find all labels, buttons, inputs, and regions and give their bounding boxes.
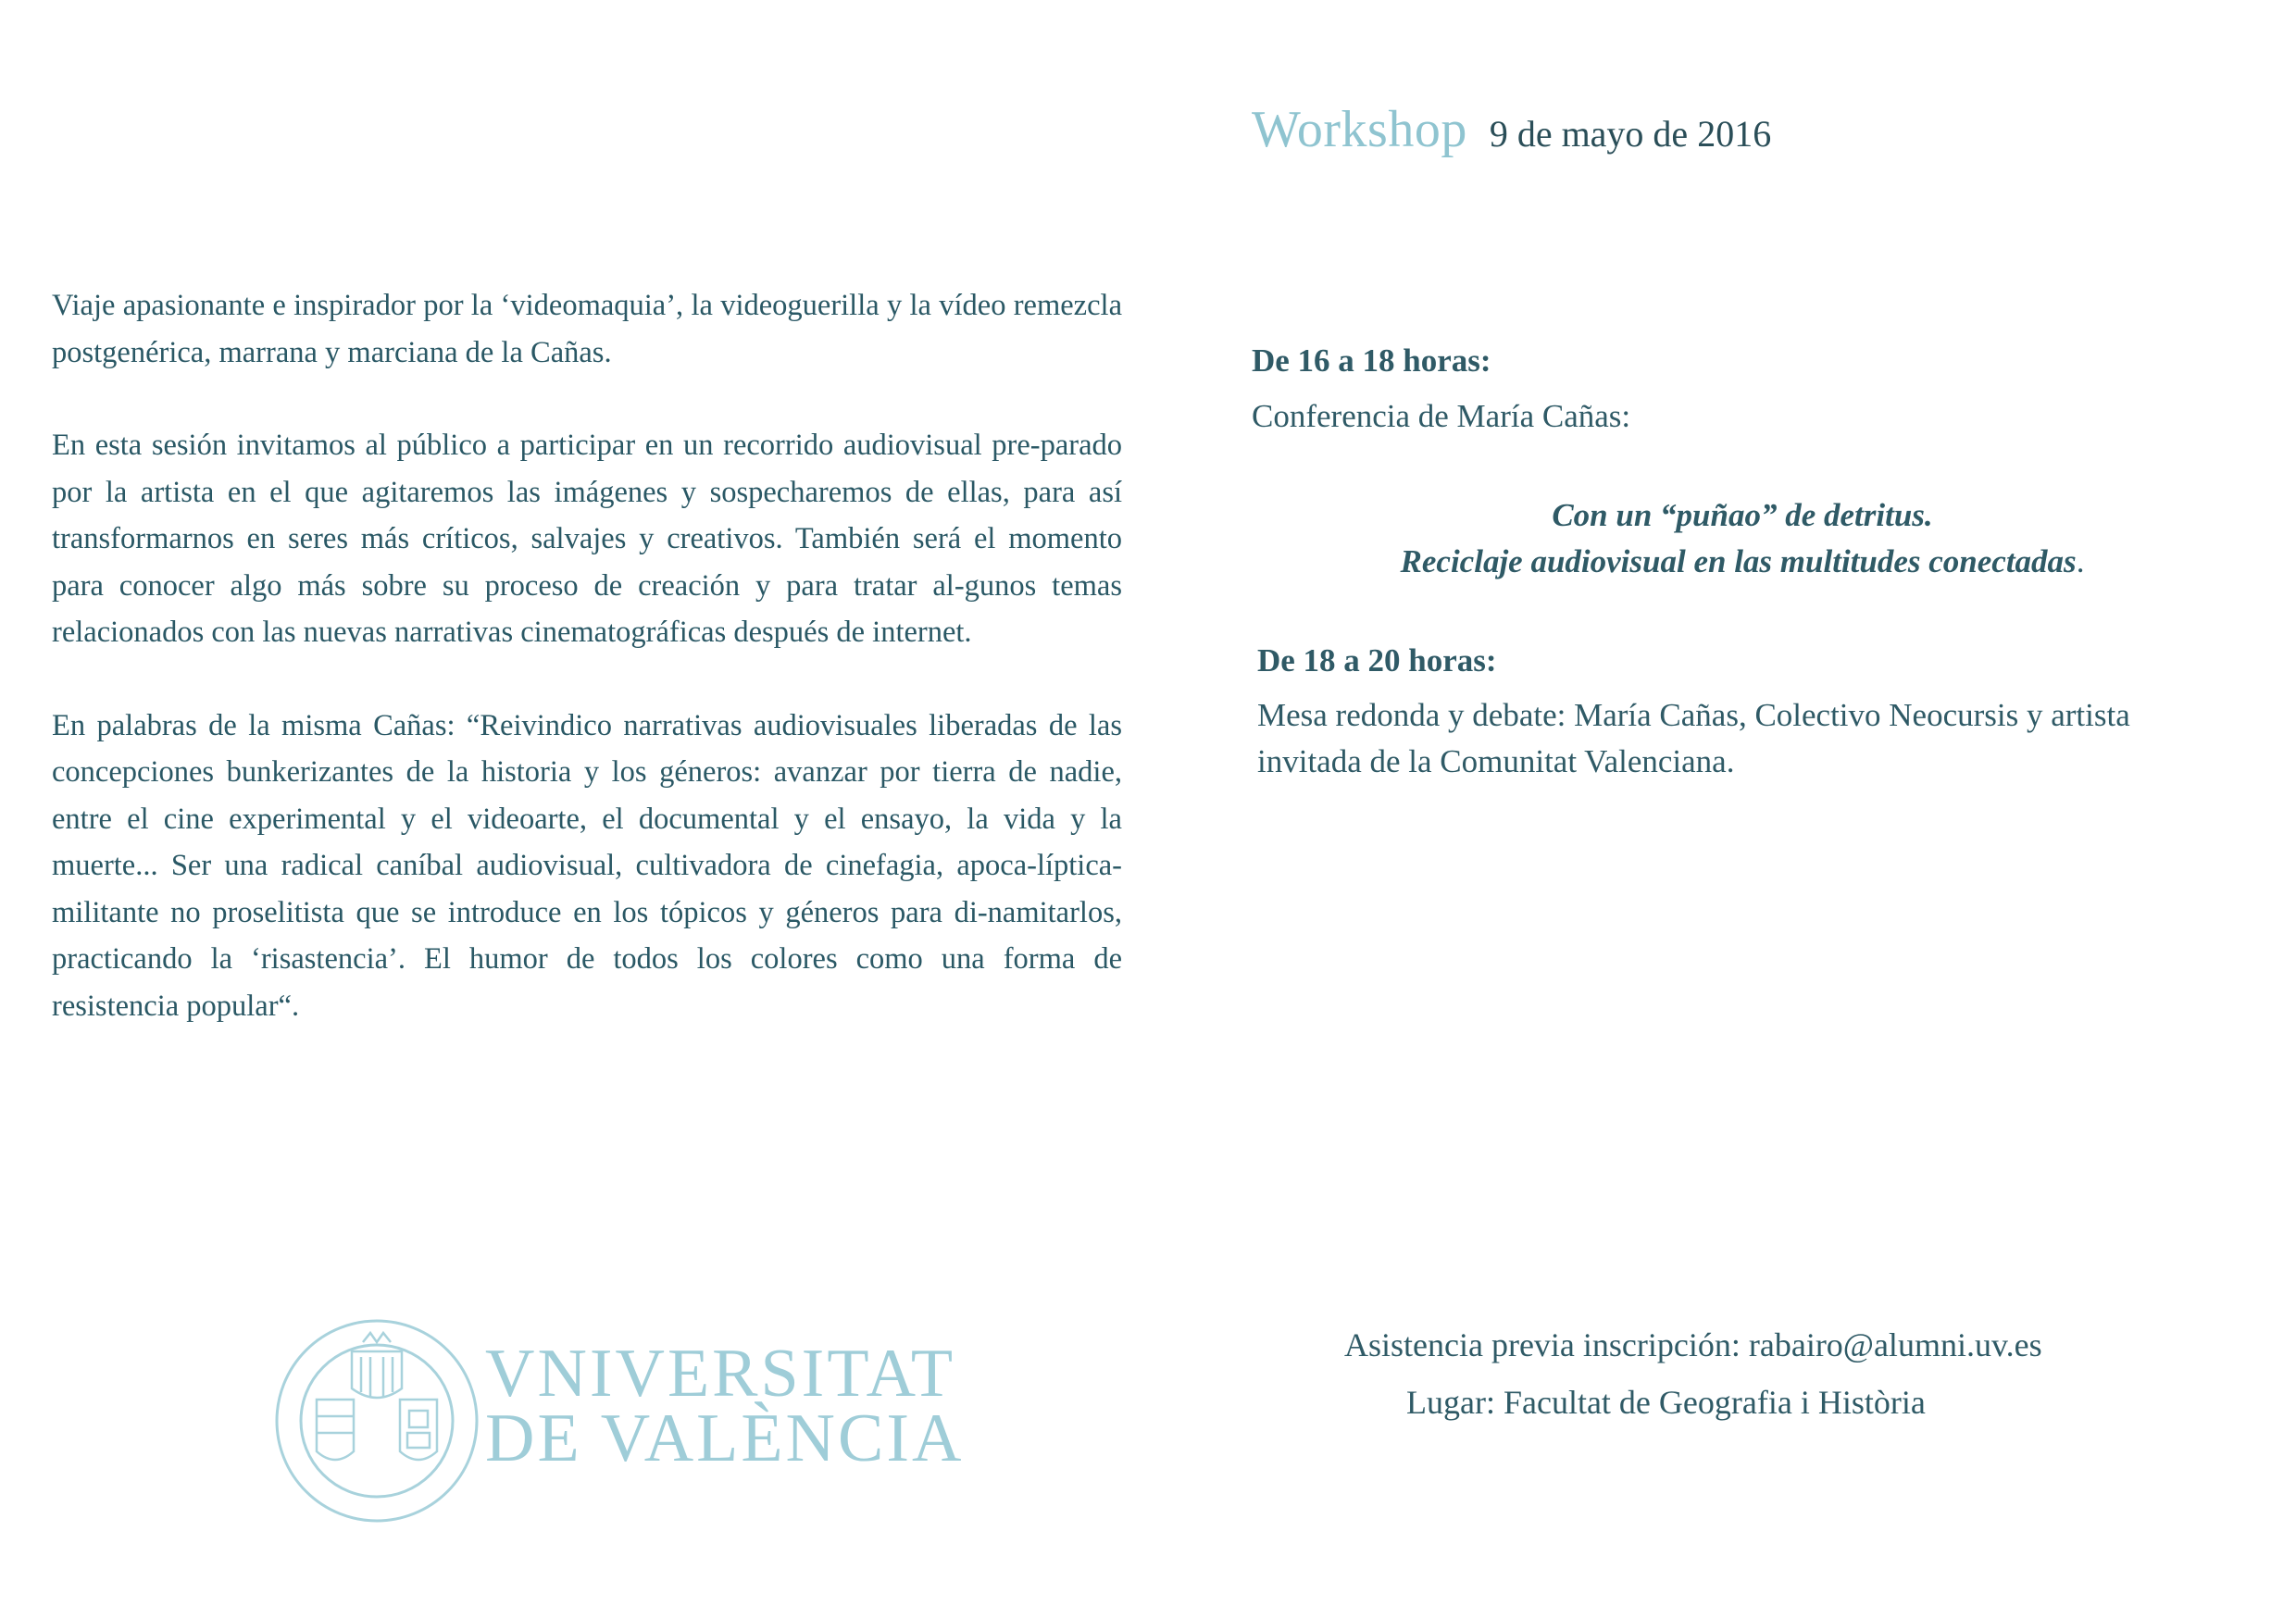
session-1-time: De 16 a 18 horas: bbox=[1252, 342, 1491, 379]
talk-title-line-1: Con un “puñao” de detritus. bbox=[1552, 497, 1933, 533]
session-2 bbox=[1257, 633, 2233, 785]
session-2-description: Mesa redonda y debate: María Cañas, Colectivo Neocursis y artista invitada de la Comunitat Valenciana. bbox=[1257, 697, 2130, 779]
schedule bbox=[1252, 333, 2233, 785]
event-description bbox=[52, 282, 1122, 1076]
description-paragraph-2: En esta sesión invitamos al público a participar en un recorrido audiovisual pre-parado por la artista en el que agitaremos las imágenes y sospecharemos de ellas, para así transformarnos en seres más críticos, salvajes y creativos. También será el momento para conocer algo más sobre su proceso de creación y para tratar al-gunos temas relacionados con las nuevas narrativas cinematográficas después de internet. bbox=[52, 429, 1122, 649]
university-seal-icon bbox=[270, 1314, 483, 1527]
talk-title-line-2 bbox=[1252, 539, 2233, 585]
session-1 bbox=[1252, 333, 2233, 585]
event-date: 9 de mayo de 2016 bbox=[1489, 113, 1772, 155]
event-title: Workshop bbox=[1252, 101, 1467, 158]
university-logo bbox=[270, 1314, 965, 1527]
university-name bbox=[485, 1336, 965, 1476]
registration-info: Asistencia previa inscripción: rabairo@alumni.uv.es bbox=[1344, 1326, 2042, 1363]
description-paragraph-1: Viaje apasionante e inspirador por la ‘videomaquia’, la videoguerilla y la vídeo remezcla postgenérica, marrana y marciana de la Cañas. bbox=[52, 289, 1122, 369]
description-paragraph-3: En palabras de la misma Cañas: “Reivindico narrativas audiovisuales liberadas de las concepciones bunkerizantes de la historia y los géneros: avanzar por tierra de nadie, entre el cine experimental y el videoarte, el documental y el ensayo, la vida y la muerte... Ser una radical caníbal audiovisual, cultivadora de cinefagia, apoca-líptica-militante no proselitista que se introduce en los tópicos y géneros para di-namitarlos, practicando la ‘risastencia’. El humor de todos los colores como una forma de resistencia popular“. bbox=[52, 708, 1122, 1023]
talk-title-period: . bbox=[2076, 543, 2085, 579]
event-header bbox=[1252, 100, 1771, 159]
session-2-time: De 18 a 20 horas: bbox=[1257, 642, 1497, 678]
venue-info: Lugar: Facultat de Geografia i Història bbox=[1406, 1384, 1926, 1421]
university-name-line-2: DE VALÈNCIA bbox=[485, 1400, 965, 1476]
university-name-line-1: VNIVERSITAT bbox=[485, 1336, 956, 1412]
footer-info bbox=[1344, 1316, 2042, 1431]
talk-title bbox=[1252, 492, 2233, 585]
session-1-description: Conferencia de María Cañas: bbox=[1252, 398, 1631, 434]
talk-title-line-2-text: Reciclaje audiovisual en las multitudes conectadas bbox=[1400, 543, 2077, 579]
